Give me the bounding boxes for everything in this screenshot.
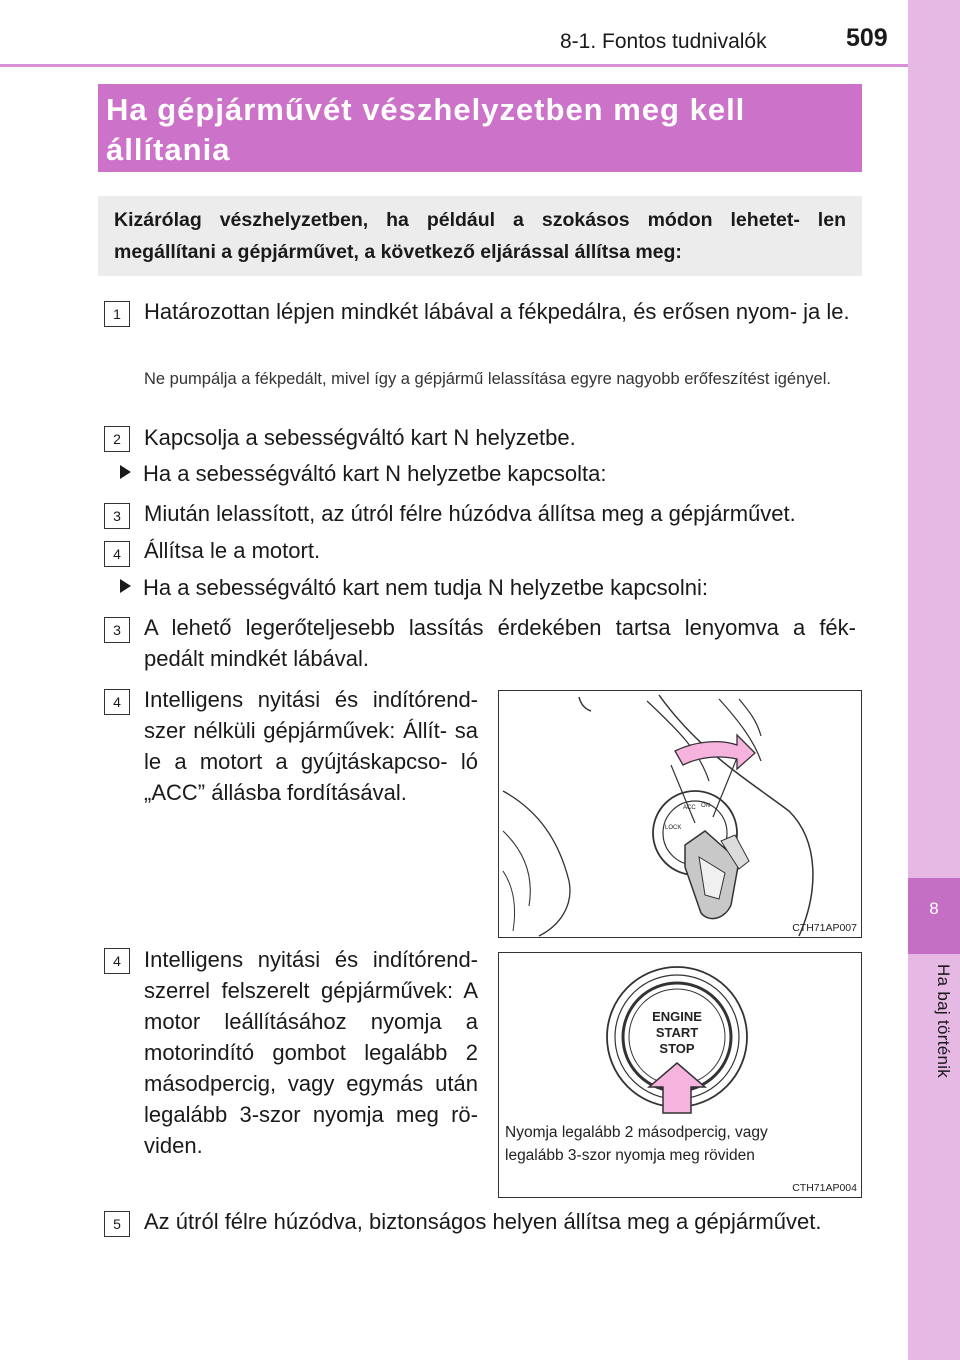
step-note: Ne pumpálja a fékpedált, mivel így a gépjármű lelassítása egyre nagyobb erőfeszítést igényel. bbox=[144, 370, 831, 388]
triangle-bullet-icon bbox=[120, 465, 131, 479]
button-label-stop: STOP bbox=[659, 1041, 695, 1056]
step-number: 4 bbox=[104, 689, 130, 715]
step-text: Állítsa le a motort. bbox=[144, 538, 321, 563]
condition-text: Ha a sebességváltó kart N helyzetbe kapcsolta: bbox=[143, 461, 607, 486]
step-number: 5 bbox=[104, 1211, 130, 1237]
triangle-bullet-icon bbox=[120, 579, 131, 593]
section-title: Ha gépjárművét vészhelyzetben meg kell állítania bbox=[98, 84, 862, 172]
on-position-label: ON bbox=[701, 803, 710, 809]
page-number: 509 bbox=[846, 24, 888, 52]
condition-row bbox=[120, 572, 708, 603]
ignition-key-illustration bbox=[499, 691, 861, 937]
ignition-figure bbox=[498, 690, 862, 938]
step-number: 4 bbox=[104, 948, 130, 974]
step-number: 4 bbox=[104, 541, 130, 567]
caption-line: legalább 3-szor nyomja meg röviden bbox=[505, 1147, 755, 1164]
figure-caption bbox=[505, 1121, 768, 1167]
engine-button-figure bbox=[498, 952, 862, 1198]
side-chapter-number[interactable]: 8 bbox=[908, 878, 960, 954]
intro-box: Kizárólag vészhelyzetben, ha például a szokásos módon lehetet- len megállítani a gépjárművet, a következő eljárással állítsa meg: bbox=[98, 196, 862, 276]
header-section-title: 8-1. Fontos tudnivalók bbox=[560, 30, 767, 53]
step-text: A lehető legerőteljesebb lassítás érdekében tartsa lenyomva a fék- pedált mindkét lábával. bbox=[144, 615, 856, 671]
figure-code: CTH71AP007 bbox=[792, 922, 857, 934]
condition-text: Ha a sebességváltó kart nem tudja N helyzetbe kapcsolni: bbox=[143, 575, 708, 600]
acc-position-label: ACC bbox=[683, 805, 696, 811]
side-chapter-label: Ha baj történik bbox=[934, 964, 953, 1079]
step-number: 3 bbox=[104, 617, 130, 643]
step-text: Határozottan lépjen mindkét lábával a fékpedálra, és erősen nyom- ja le. bbox=[144, 299, 850, 324]
step-text: Intelligens nyitási és indítórend- szerrel felszerelt gépjárművek: A motor leállításához nyomja a motorindító gombot legalább 2 másodpercig, vagy egymás után legalább 3-szor nyomja meg rö- viden. bbox=[144, 947, 478, 1158]
step-text: Az útról félre húzódva, biztonságos helyen állítsa meg a gépjárművet. bbox=[144, 1209, 822, 1234]
step-number: 3 bbox=[104, 503, 130, 529]
header-divider bbox=[0, 64, 908, 67]
step-text: Miután lelassított, az útról félre húzódva állítsa meg a gépjárművet. bbox=[144, 501, 796, 526]
step-text: Intelligens nyitási és indítórend- szer nélküli gépjárművek: Állít- sa le a motort a gyújtáskapcso- ló „ACC” állásba fordításával. bbox=[144, 687, 478, 805]
step-number: 1 bbox=[104, 301, 130, 327]
step-text: Kapcsolja a sebességváltó kart N helyzetbe. bbox=[144, 425, 576, 450]
caption-line: Nyomja legalább 2 másodpercig, vagy bbox=[505, 1124, 768, 1141]
condition-row bbox=[120, 458, 606, 489]
button-label-engine: ENGINE bbox=[652, 1009, 702, 1024]
step-number: 2 bbox=[104, 426, 130, 452]
lock-position-label: LOCK bbox=[665, 825, 682, 831]
figure-code: CTH71AP004 bbox=[792, 1182, 857, 1194]
button-label-start: START bbox=[655, 1025, 699, 1040]
